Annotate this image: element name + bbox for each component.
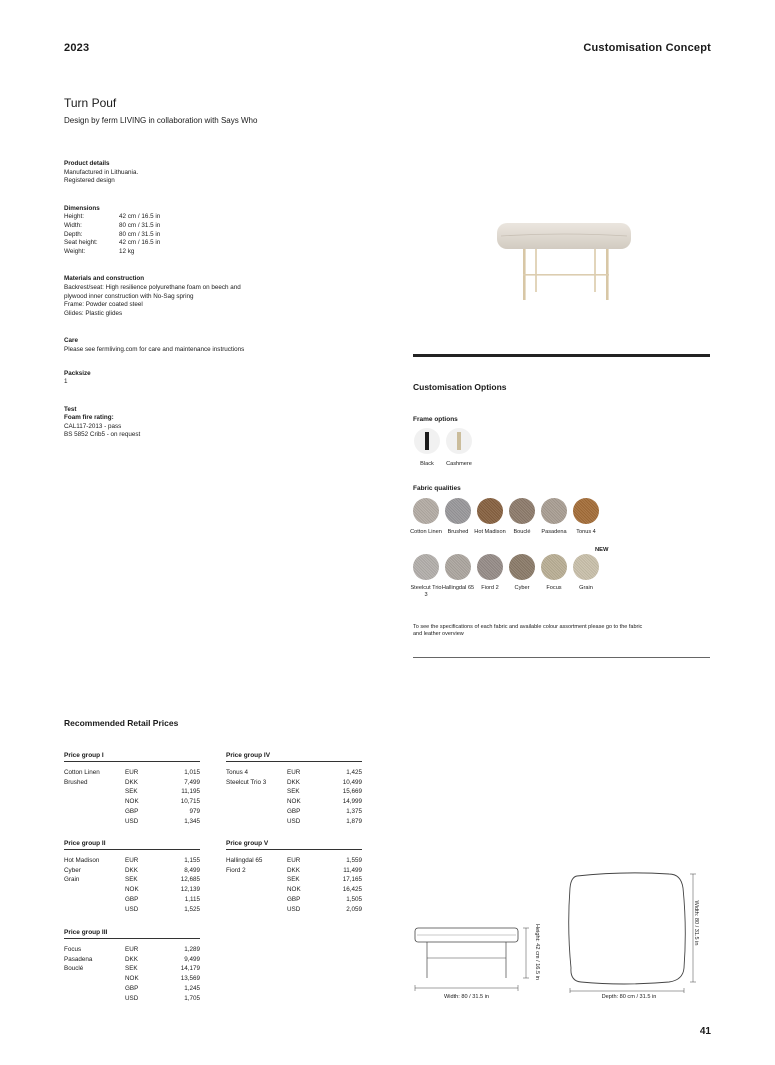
price-row: NOK 13,569 — [125, 975, 200, 983]
side-view-drawing — [410, 918, 545, 1003]
price-row: Cotton Linen EUR 1,015 — [64, 769, 200, 776]
fabric-swatch[interactable] — [445, 498, 471, 524]
fabric-swatch[interactable] — [541, 554, 567, 580]
materials-line: Glides: Plastic glides — [64, 309, 123, 317]
fabric-label: Grain — [579, 585, 593, 591]
frame-label: Black — [420, 461, 434, 467]
price-row: SEK 17,165 — [287, 876, 362, 884]
price-row: Focus EUR 1,289 — [64, 946, 200, 953]
fabric-note — [413, 624, 713, 638]
fabric-swatch[interactable] — [413, 498, 439, 524]
fabric-label: Focus — [546, 585, 562, 591]
frame-label: Cashmere — [446, 461, 472, 467]
fabric-label: Tonus 4 — [576, 529, 596, 535]
fabric-swatch[interactable] — [445, 554, 471, 580]
price-group-title: Price group IV — [226, 752, 362, 762]
fabric-label: Fiord 2 — [481, 585, 499, 591]
price-row: GBP 1,505 — [287, 895, 362, 903]
page-number: 41 — [699, 1026, 711, 1037]
materials-line: Backrest/seat: High resilience polyurethane foam on beech and — [64, 283, 241, 291]
fabric-label: Hallingdal 65 — [441, 585, 475, 591]
prices-heading: Recommended Retail Prices — [64, 718, 179, 728]
fabric-swatch[interactable] — [509, 498, 535, 524]
dimension-row: Depth: 80 cm / 31.5 in — [64, 230, 161, 238]
price-group — [226, 752, 362, 826]
product-details-line: Registered design — [64, 177, 115, 185]
price-row: Brushed DKK 7,499 — [64, 778, 200, 786]
price-row: USD 2,059 — [287, 905, 362, 913]
price-group-title: Price group V — [226, 840, 362, 850]
price-row: Steelcut Trio 3 DKK 10,499 — [226, 778, 362, 786]
price-group-title: Price group III — [64, 929, 200, 939]
packsize-heading: Packsize — [64, 369, 91, 377]
price-row: Hallingdal 65 EUR 1,559 — [226, 857, 362, 864]
price-row: Tonus 4 EUR 1,425 — [226, 769, 362, 776]
test-line: Foam fire rating: — [64, 414, 114, 422]
materials-line: plywood inner construction with No-Sag spring — [64, 292, 194, 300]
price-row: Cyber DKK 8,499 — [64, 866, 200, 874]
materials-heading: Materials and construction — [64, 275, 145, 283]
fabric-note-line: To see the specifications of each fabric and available colour assortment please go to the fabric — [413, 624, 643, 630]
price-row: NOK 14,999 — [287, 798, 362, 806]
price-group — [64, 752, 200, 826]
fabric-swatch[interactable] — [477, 554, 503, 580]
product-details-heading: Product details — [64, 160, 110, 167]
fabric-swatch[interactable] — [573, 554, 599, 580]
fabric-swatch[interactable] — [477, 498, 503, 524]
price-row: GBP 1,115 — [125, 895, 200, 903]
price-row: Fiord 2 DKK 11,499 — [226, 866, 362, 874]
price-row: USD 1,705 — [125, 994, 200, 1002]
fabric-note-line: and leather overview — [413, 631, 464, 637]
price-row: USD 1,879 — [287, 817, 362, 825]
price-row: NOK 10,715 — [125, 798, 200, 806]
price-row: Hot Madison EUR 1,155 — [64, 857, 200, 864]
product-info — [64, 160, 364, 440]
dimensions-heading: Dimensions — [64, 204, 100, 212]
price-row: GBP 979 — [125, 807, 200, 815]
fabric-swatch[interactable] — [413, 554, 439, 580]
fabric-label: Cotton Linen — [410, 529, 442, 535]
price-group — [64, 929, 200, 1003]
price-row: NOK 12,139 — [125, 886, 200, 894]
section-divider — [413, 354, 710, 357]
price-row: Grain SEK 12,685 — [64, 876, 200, 884]
dimension-row: Weight: 12 kg — [64, 247, 135, 255]
price-group-title: Price group II — [64, 840, 200, 850]
price-group — [226, 840, 362, 914]
fabric-swatch[interactable] — [541, 498, 567, 524]
frame-swatch-cashmere[interactable] — [446, 428, 472, 454]
price-row: GBP 1,245 — [125, 984, 200, 992]
product-subtitle: Design by ferm LIVING in collaboration with Says Who — [64, 116, 258, 125]
price-row: SEK 11,195 — [125, 788, 200, 796]
fabric-swatch[interactable] — [573, 498, 599, 524]
dimension-row: Height: 42 cm / 16.5 in — [64, 213, 161, 221]
price-row: GBP 1,375 — [287, 807, 362, 815]
fabric-label: Steelcut Trio 3 — [410, 585, 442, 598]
care-heading: Care — [64, 337, 79, 345]
new-badge: NEW — [595, 547, 609, 553]
price-row: Pasadena DKK 9,499 — [64, 955, 200, 963]
product-title: Turn Pouf — [64, 96, 117, 110]
price-row: USD 1,525 — [125, 905, 200, 913]
price-row: Bouclé SEK 14,179 — [64, 965, 200, 973]
packsize-value: 1 — [64, 378, 68, 386]
frame-swatch-black[interactable] — [414, 428, 440, 454]
price-group-title: Price group I — [64, 752, 200, 762]
fabric-label: Bouclé — [513, 529, 531, 535]
care-line: Please see fermliving.com for care and maintenance instructions — [64, 345, 245, 353]
test-heading: Test — [64, 405, 77, 413]
fabric-label: Brushed — [447, 529, 469, 535]
fabric-label: Pasadena — [541, 529, 567, 535]
price-row: NOK 16,425 — [287, 886, 362, 894]
fabric-label: Hot Madison — [474, 529, 506, 535]
fabric-qualities-heading: Fabric qualities — [413, 485, 461, 492]
price-group — [64, 840, 200, 914]
fabric-swatch[interactable] — [509, 554, 535, 580]
year-label: 2023 — [64, 42, 90, 54]
concept-label: Customisation Concept — [583, 42, 711, 54]
depth-label: Depth: 80 cm / 31.5 in — [601, 994, 657, 1000]
fabric-label: Cyber — [514, 585, 530, 591]
top-width-label: Width: 80 / 31.5 in — [693, 900, 699, 946]
frame-options-heading: Frame options — [413, 416, 458, 423]
width-label: Width: 80 / 31.5 in — [443, 994, 490, 1000]
height-label: Height: 42 cm / 16.5 in — [534, 924, 540, 980]
price-row: SEK 15,669 — [287, 788, 362, 796]
customisation-heading: Customisation Options — [413, 382, 507, 392]
pouf-product-image — [493, 218, 635, 302]
product-details-line: Manufactured in Lithuania. — [64, 168, 139, 176]
test-line: CAL117-2013 - pass — [64, 422, 122, 430]
price-row: USD 1,345 — [125, 817, 200, 825]
dimension-row: Width: 80 cm / 31.5 in — [64, 221, 161, 229]
top-view-drawing — [563, 868, 698, 993]
materials-line: Frame: Powder coated steel — [64, 301, 143, 309]
thin-divider — [413, 657, 710, 658]
test-line: BS 5852 Crib5 - on request — [64, 431, 141, 439]
dimension-row: Seat height: 42 cm / 16.5 in — [64, 239, 161, 247]
